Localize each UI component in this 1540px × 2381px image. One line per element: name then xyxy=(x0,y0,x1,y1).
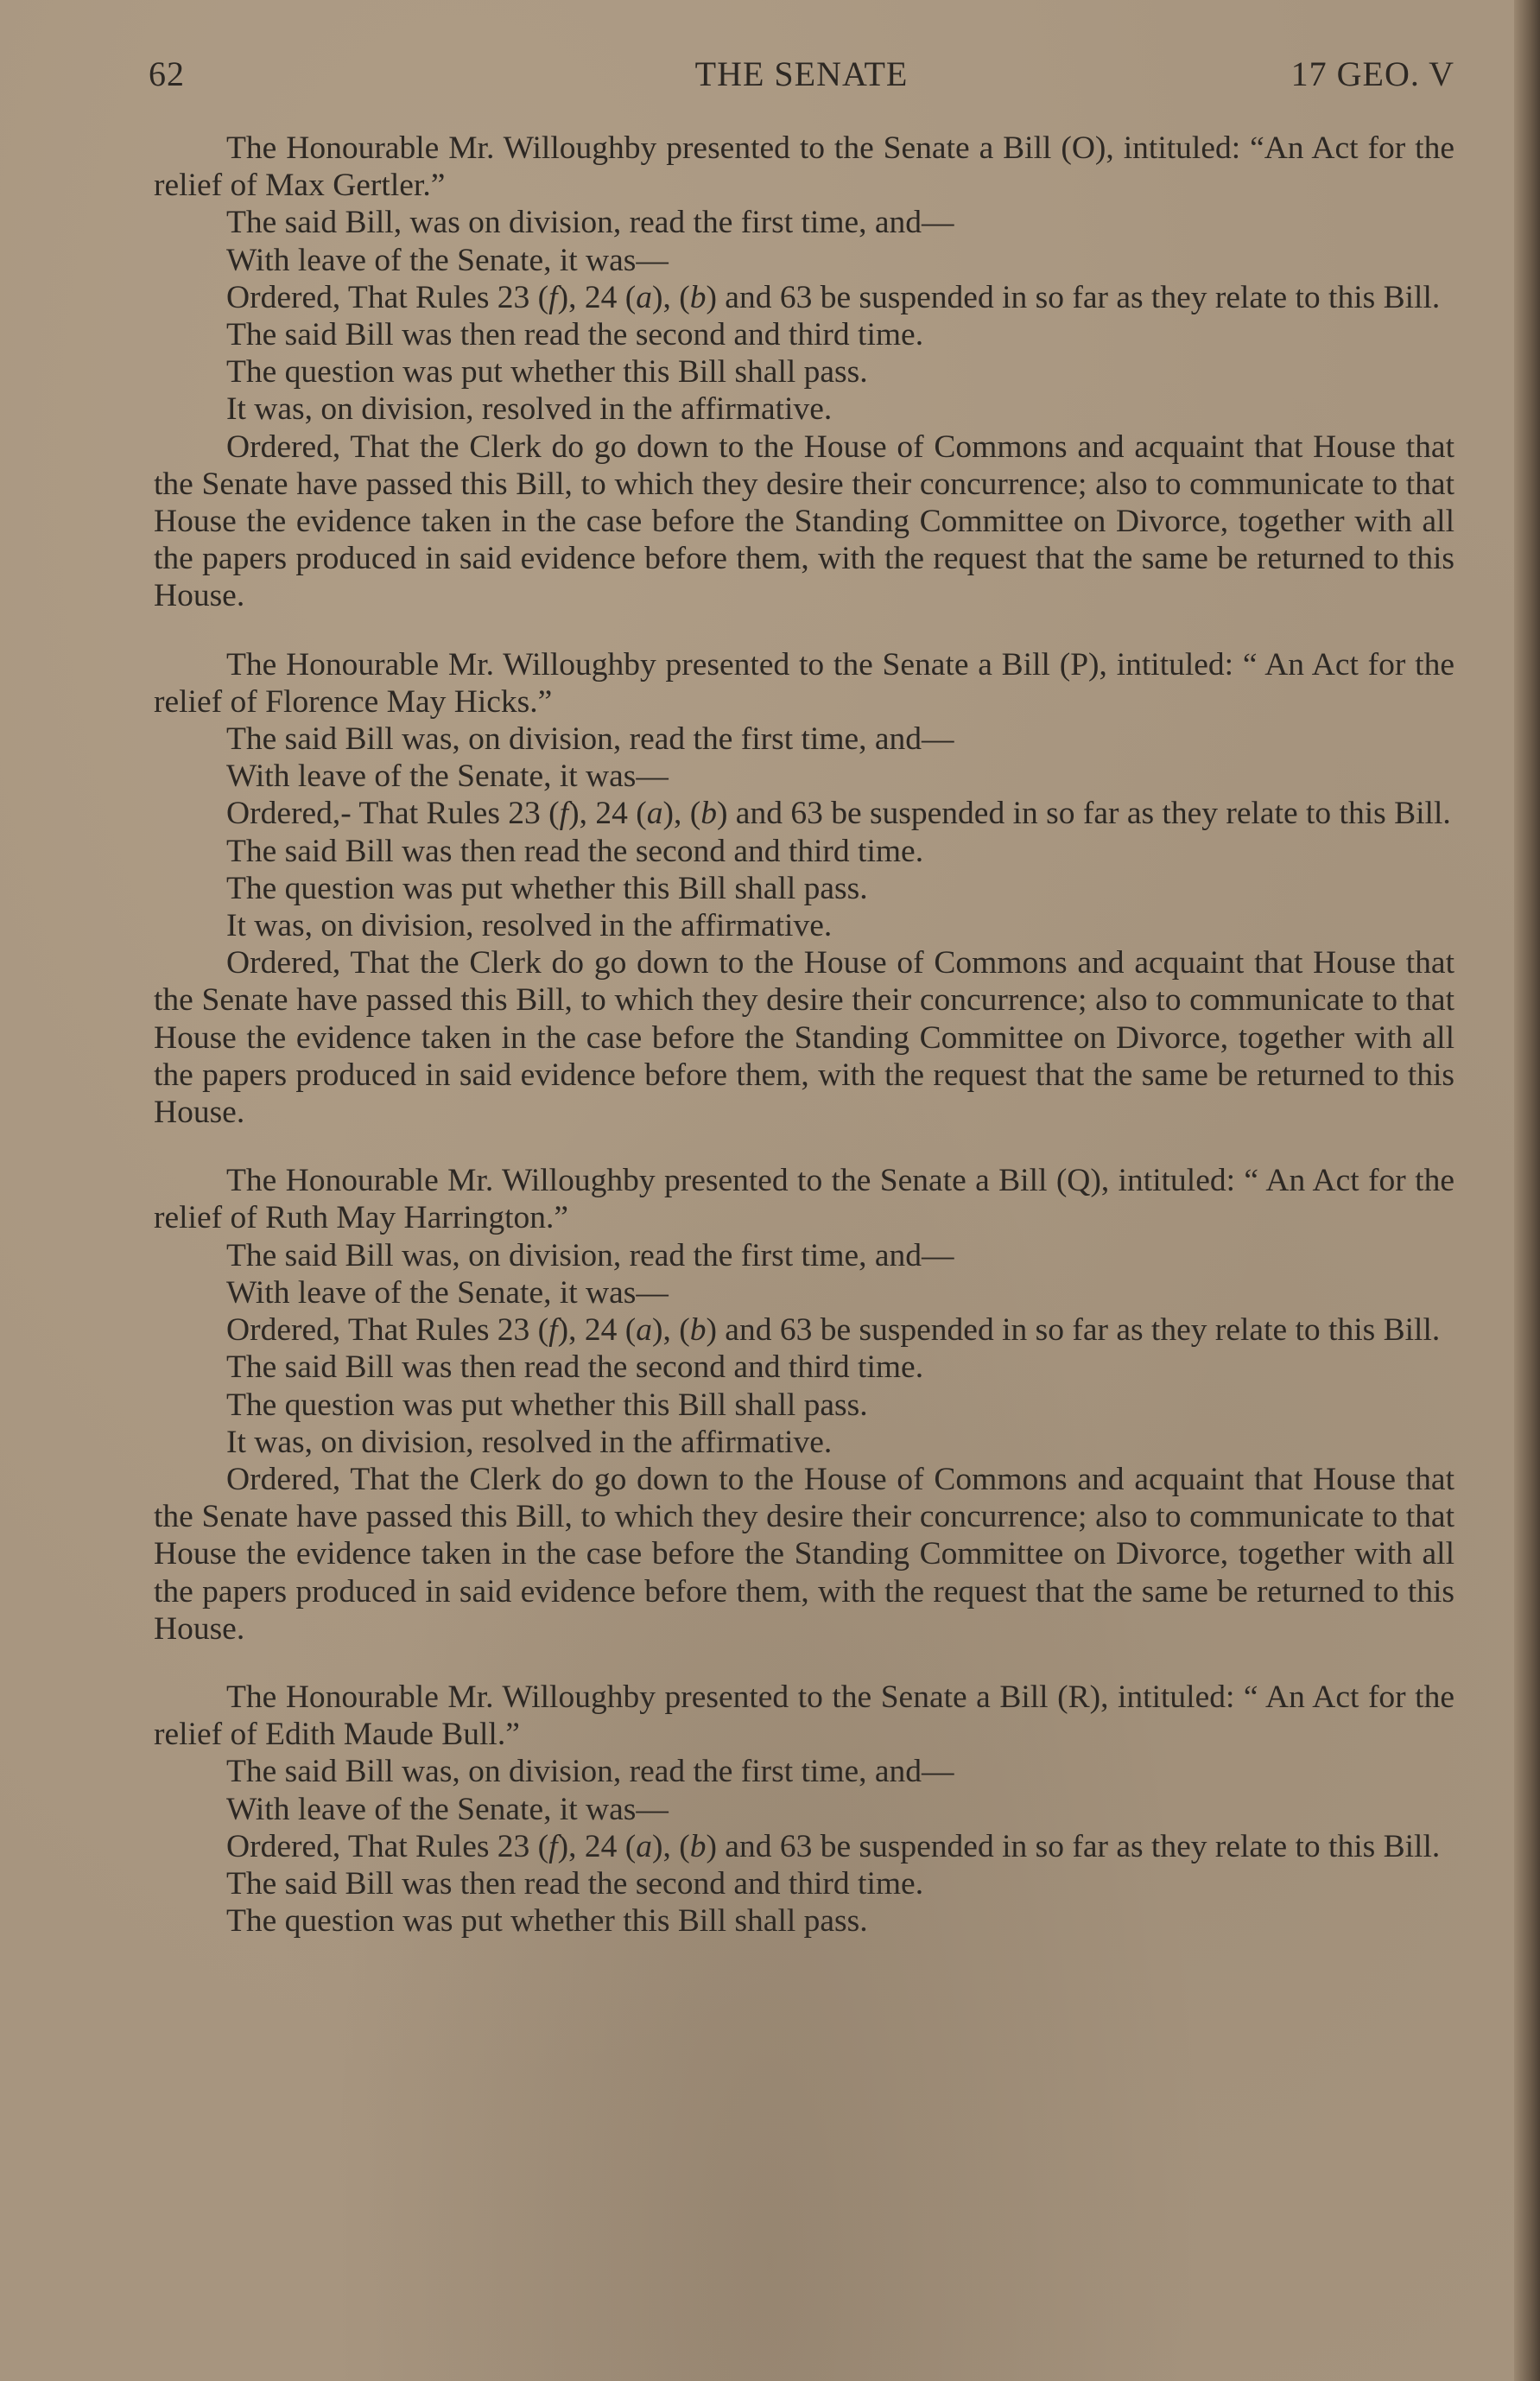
first-reading-line: The said Bill was, on division, read the first time, and— xyxy=(226,721,954,758)
page-number: 62 xyxy=(149,54,185,93)
first-reading-line: The said Bill was, on division, read the first time, and— xyxy=(226,1237,954,1273)
page-header xyxy=(149,54,1454,105)
leave-line: With leave of the Senate, it was— xyxy=(226,242,669,278)
regnal-year: 17 GEO. V xyxy=(1290,54,1454,93)
presentation-paragraph: The Honourable Mr. Willoughby presented to the Senate a Bill (O), intituled: “An Act for the relief of Max Gertler.” xyxy=(154,130,1454,204)
presentation-paragraph: The Honourable Mr. Willoughby presented to the Senate a Bill (R), intituled: “ An Act for the relief of Edith Maude Bull.” xyxy=(154,1679,1454,1753)
bill-entry-p xyxy=(154,646,1454,1132)
second-third-reading-line: The said Bill was then read the second and third time. xyxy=(226,317,924,353)
second-third-reading-line: The said Bill was then read the second and third time. xyxy=(226,833,924,869)
question-line: The question was put whether this Bill shall pass. xyxy=(226,354,868,390)
clerk-order-paragraph: Ordered, That the Clerk do go down to the House of Commons and acquaint that House that the Senate have passed this Bill, to which they desire their concurrence; also to communicate to that House the evidence taken in the case before the Standing Committee on Divorce, together with all the papers produced in said evidence before them, with the request that the same be returned to this House. xyxy=(154,429,1454,614)
resolution-line: It was, on division, resolved in the affirmative. xyxy=(226,908,833,944)
resolution-line: It was, on division, resolved in the affirmative. xyxy=(226,391,833,428)
presentation-paragraph: The Honourable Mr. Willoughby presented to the Senate a Bill (P), intituled: “ An Act for the relief of Florence May Hicks.” xyxy=(154,646,1454,720)
second-third-reading-line: The said Bill was then read the second and third time. xyxy=(226,1865,924,1902)
presentation-paragraph: The Honourable Mr. Willoughby presented to the Senate a Bill (Q), intituled: “ An Act for the relief of Ruth May Harrington.” xyxy=(154,1163,1454,1236)
leave-line: With leave of the Senate, it was— xyxy=(226,1274,669,1311)
question-line: The question was put whether this Bill shall pass. xyxy=(226,870,868,906)
bill-entry-r xyxy=(154,1679,1454,1940)
rules-suspension-paragraph: Ordered, That Rules 23 (f), 24 (a), (b) and 63 be suspended in so far as they relate to this Bill. xyxy=(226,279,1441,315)
question-line: The question was put whether this Bill shall pass. xyxy=(226,1387,868,1423)
rules-suspension-paragraph: Ordered, That Rules 23 (f), 24 (a), (b) and 63 be suspended in so far as they relate to this Bill. xyxy=(226,1828,1441,1864)
page-edge xyxy=(1514,0,1540,2381)
resolution-line: It was, on division, resolved in the affirmative. xyxy=(226,1424,833,1460)
bill-entry-q xyxy=(154,1162,1454,1648)
second-third-reading-line: The said Bill was then read the second and third time. xyxy=(226,1349,924,1386)
question-line: The question was put whether this Bill shall pass. xyxy=(226,1903,868,1940)
leave-line: With leave of the Senate, it was— xyxy=(226,759,669,795)
first-reading-line: The said Bill, was on division, read the first time, and— xyxy=(226,205,954,241)
first-reading-line: The said Bill was, on division, read the first time, and— xyxy=(226,1754,954,1790)
journal-body xyxy=(154,130,1454,1971)
clerk-order-paragraph: Ordered, That the Clerk do go down to the House of Commons and acquaint that House that the Senate have passed this Bill, to which they desire their concurrence; also to communicate to that House the evidence taken in the case before the Standing Committee on Divorce, together with all the papers produced in said evidence before them, with the request that the same be returned to this House. xyxy=(154,1461,1454,1647)
leave-line: With leave of the Senate, it was— xyxy=(226,1791,669,1827)
rules-suspension-paragraph: Ordered, That Rules 23 (f), 24 (a), (b) and 63 be suspended in so far as they relate to this Bill. xyxy=(226,1312,1441,1349)
rules-suspension-paragraph: Ordered,- That Rules 23 (f), 24 (a), (b) and 63 be suspended in so far as they relate to this Bill. xyxy=(226,796,1451,832)
running-title: THE SENATE xyxy=(694,54,909,93)
clerk-order-paragraph: Ordered, That the Clerk do go down to the House of Commons and acquaint that House that the Senate have passed this Bill, to which they desire their concurrence; also to communicate to that House the evidence taken in the case before the Standing Committee on Divorce, together with all the papers produced in said evidence before them, with the request that the same be returned to this House. xyxy=(154,945,1454,1131)
bill-entry-o xyxy=(154,130,1454,615)
